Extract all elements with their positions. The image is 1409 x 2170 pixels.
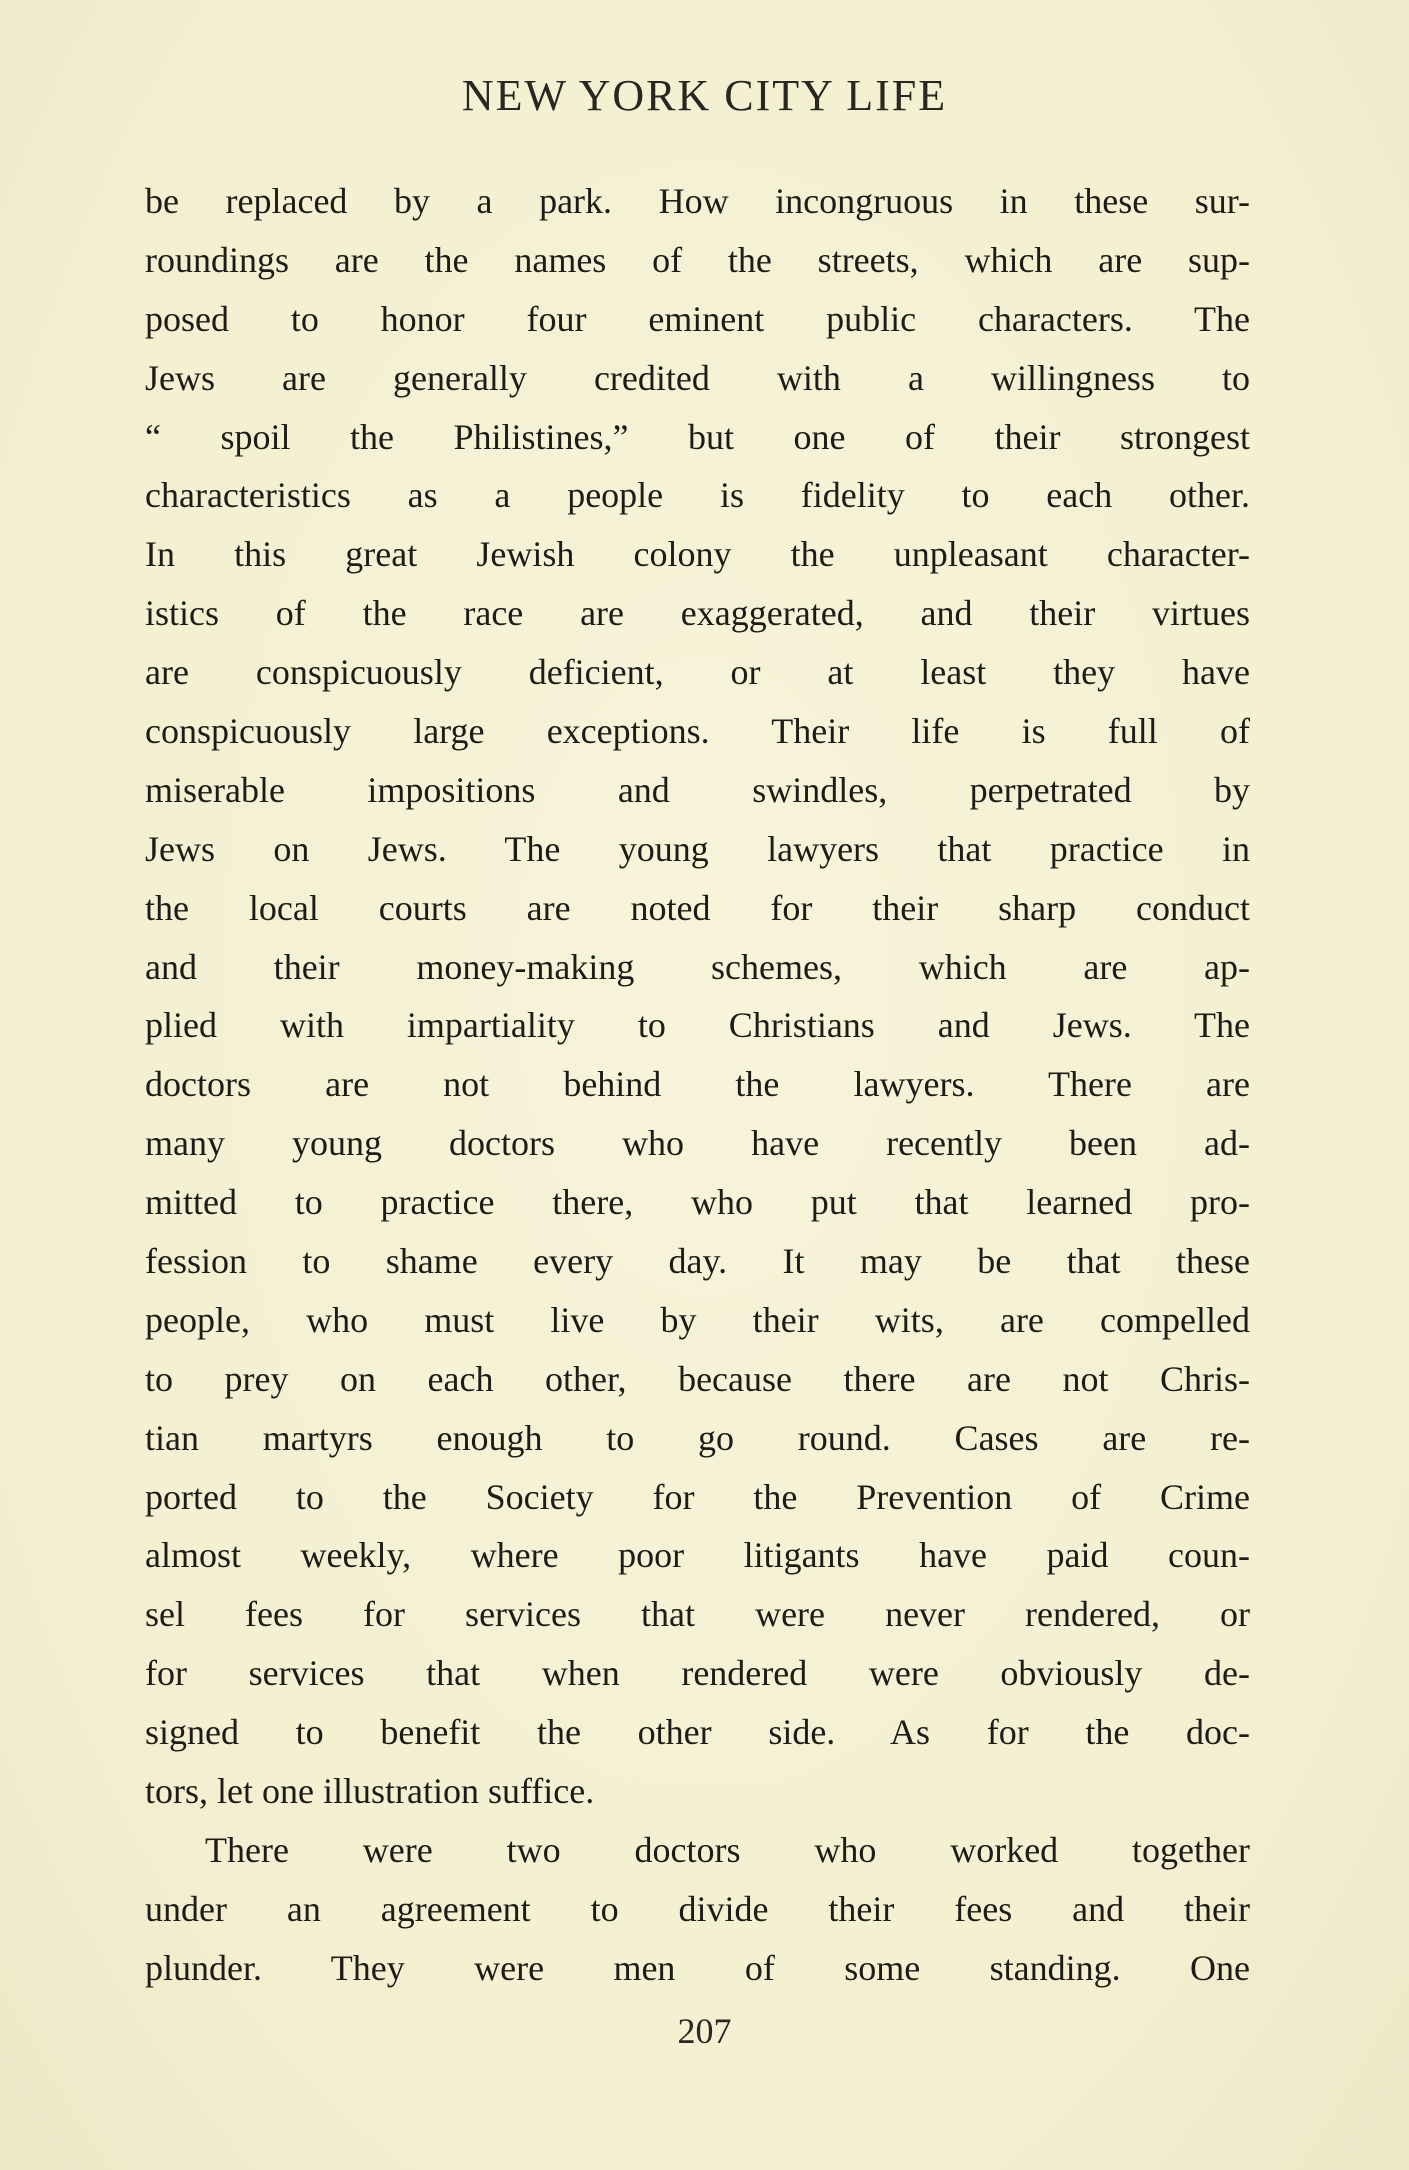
- text-line: are conspicuously deficient, or at least they have: [145, 652, 1250, 693]
- text-line: and their money-making schemes, which are ap-: [145, 946, 1250, 987]
- text-line: fession to shame every day. It may be that these: [145, 1241, 1250, 1282]
- text-line: In this great Jewish colony the unpleasant character-: [145, 534, 1250, 575]
- text-line: almost weekly, where poor litigants have paid coun-: [145, 1535, 1250, 1576]
- text-line: plunder. They were men of some standing. One: [145, 1947, 1250, 1988]
- text-line: people, who must live by their wits, are compelled: [145, 1299, 1250, 1340]
- text-line: signed to benefit the other side. As for the doc-: [145, 1712, 1250, 1753]
- text-line: be replaced by a park. How incongruous in these sur-: [145, 181, 1250, 221]
- text-line: under an agreement to divide their fees and their: [145, 1888, 1250, 1929]
- text-line: Jews are generally credited with a willingness to: [145, 357, 1250, 398]
- text-line: mitted to practice there, who put that learned pro-: [145, 1182, 1250, 1223]
- text-line: the local courts are noted for their sharp conduct: [145, 887, 1250, 928]
- text-line: characteristics as a people is fidelity to each other.: [145, 475, 1250, 516]
- paragraph-start-line: There were two doctors who worked together: [205, 1829, 1250, 1870]
- text-line: many young doctors who have recently been ad-: [145, 1123, 1250, 1164]
- paragraph-end-line: tors, let one illustration suffice.: [145, 1771, 595, 1812]
- text-line: Jews on Jews. The young lawyers that practice in: [145, 828, 1250, 869]
- text-line: miserable impositions and swindles, perpetrated by: [145, 769, 1250, 810]
- text-line: istics of the race are exaggerated, and their virtues: [145, 593, 1250, 634]
- running-title: NEW YORK CITY LIFE: [461, 71, 948, 120]
- text-line: conspicuously large exceptions. Their life is full of: [145, 711, 1250, 752]
- body-text: [145, 172, 1250, 1998]
- text-line: roundings are the names of the streets, which are sup-: [145, 239, 1250, 280]
- text-line: tian martyrs enough to go round. Cases are re-: [145, 1417, 1250, 1458]
- text-line: plied with impartiality to Christians and Jews. The: [145, 1005, 1250, 1046]
- text-line: ported to the Society for the Prevention of Crime: [145, 1476, 1250, 1517]
- text-line: to prey on each other, because there are not Chris-: [145, 1358, 1250, 1399]
- text-line: “ spoil the Philistines,” but one of their strongest: [145, 416, 1250, 457]
- page-number: 207: [677, 2011, 732, 2051]
- text-line: posed to honor four eminent public characters. The: [145, 298, 1250, 339]
- text-line: doctors are not behind the lawyers. There are: [145, 1064, 1250, 1105]
- text-line: sel fees for services that were never rendered, or: [145, 1594, 1250, 1635]
- text-line: for services that when rendered were obviously de-: [145, 1653, 1250, 1694]
